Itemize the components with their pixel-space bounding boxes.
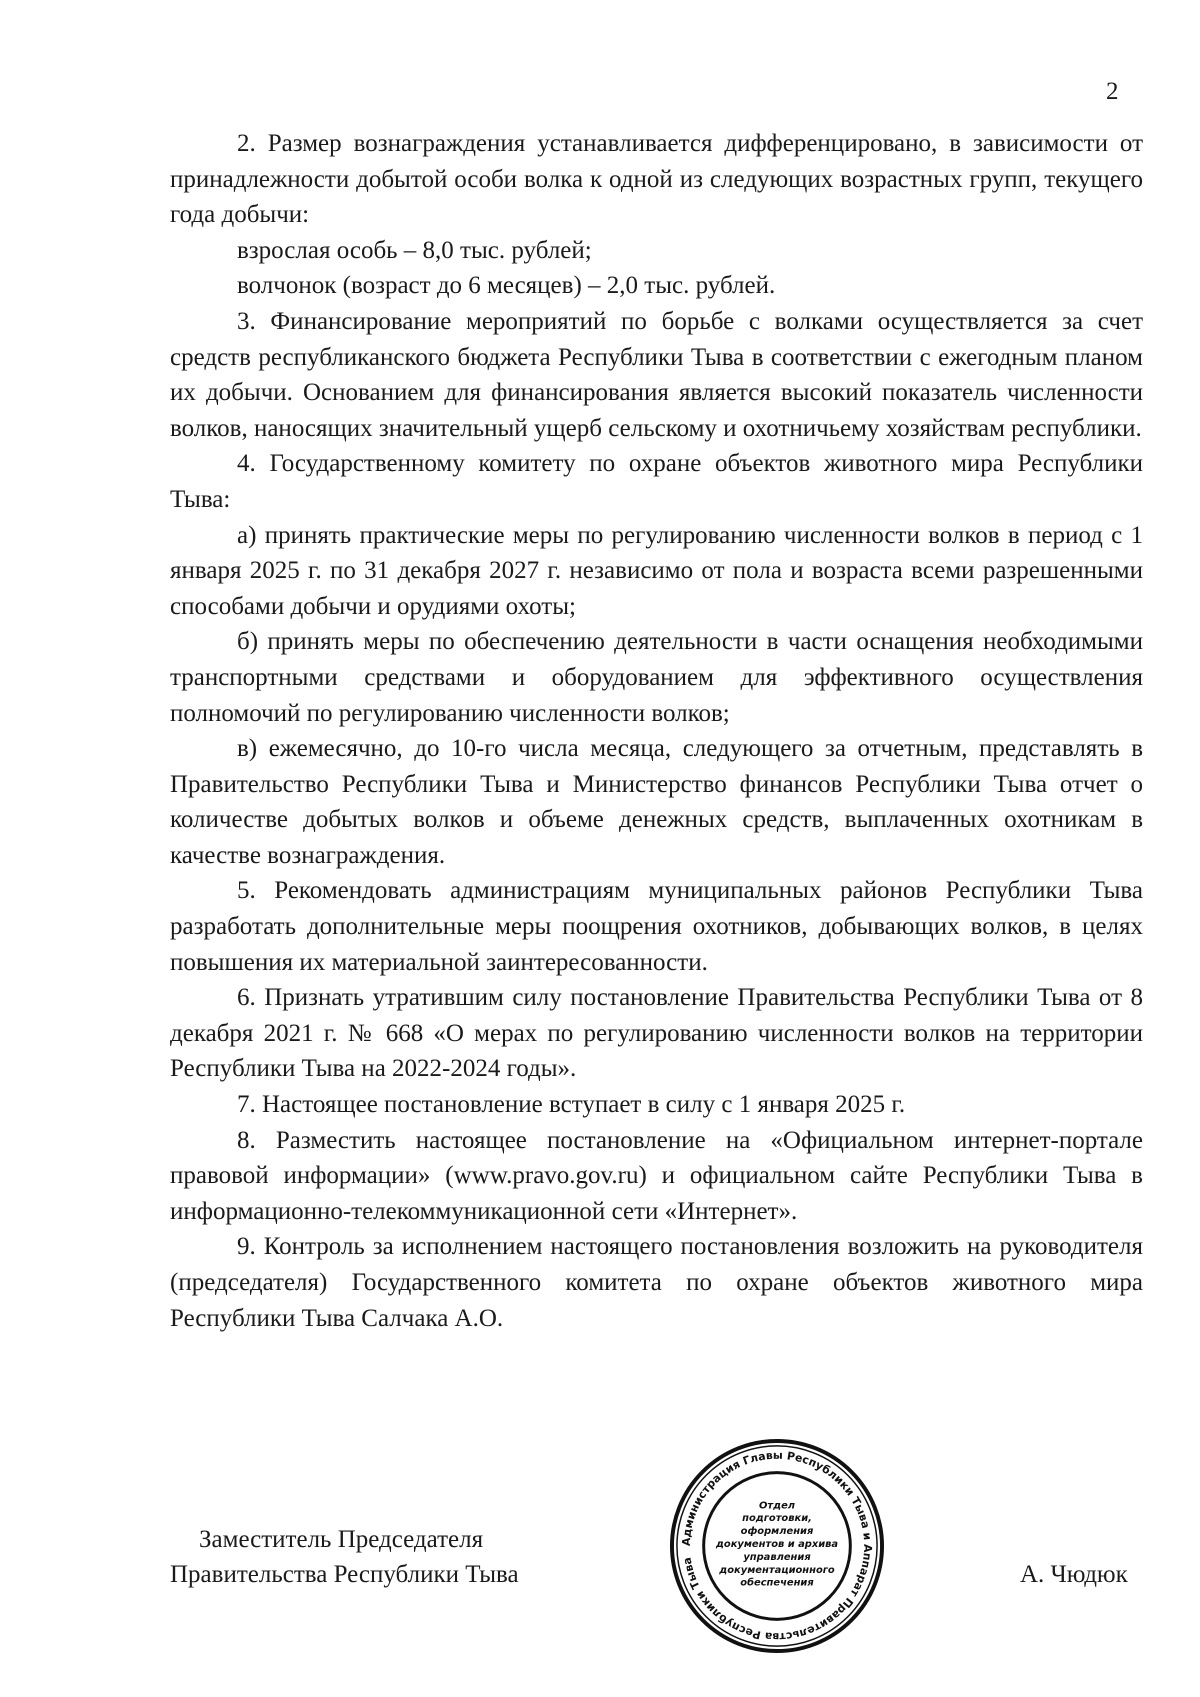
paragraph-item-b: б) принять меры по обеспечению деятельности в части оснащения необходимыми транспортными средствами и оборудованием для эффективного осуществления полномочий по регулированию численности волков;: [170, 628, 1143, 727]
paragraph-cub-rate: волчонок (возраст до 6 месяцев) – 2,0 тыс. рублей.: [237, 272, 776, 300]
paragraph-effective-date: 7. Настоящее постановление вступает в силу с 1 января 2025 г.: [237, 1091, 906, 1119]
paragraph-adult-rate: взрослая особь – 8,0 тыс. рублей;: [237, 236, 592, 264]
paragraph-financing: 3. Финансирование мероприятий по борьбе с волками осуществляется за счет средств республиканского бюджета Республики Тыва в соответствии с ежегодным планом их добычи. Основанием для финансирования является высокий показатель численности волков, наносящих значительный ущерб сельскому и охотничьему хозяйствам республики.: [170, 307, 1143, 442]
signatory-position: [170, 1522, 519, 1592]
signatory-name: А. Чюдюк: [1020, 1561, 1128, 1588]
paragraph-item-a: а) принять практические меры по регулированию численности волков в период с 1 января 2025 г. по 31 декабря 2027 г. независимо от пола и возраста всеми разрешенными способами добычи и орудиями охоты;: [170, 521, 1143, 620]
paragraph-item-v: в) ежемесячно, до 10-го числа месяца, следующего за отчетным, представлять в Правительство Республики Тыва и Министерство финансов Республики Тыва отчет о количестве добытых волков и объеме денежных средств, выплаченных охотникам в качестве вознаграждения.: [170, 735, 1143, 869]
stamp-line-5: управления: [743, 1551, 811, 1563]
stamp-line-2: подготовки,: [742, 1513, 812, 1525]
paragraph-committee: 4. Государственному комитету по охране объектов животного мира Республики Тыва:: [170, 450, 1143, 513]
document-body: [170, 126, 1143, 1336]
stamp-line-1: Отдел: [758, 1500, 796, 1512]
stamp-line-6: документационного: [719, 1564, 835, 1576]
page-number: 2: [1106, 78, 1119, 105]
paragraph-reward-size: 2. Размер вознаграждения устанавливается дифференцировано, в зависимости от принадлежности добытой особи волка к одной из следующих возрастных групп, текущего года добычи:: [170, 130, 1143, 229]
stamp-line-3: оформления: [740, 1526, 814, 1538]
signatory-position-line2: Правительства Республики Тыва: [170, 1561, 519, 1588]
paragraph-recommend: 5. Рекомендовать администрациям муниципальных районов Республики Тыва разработать дополнительные меры поощрения охотников, добывающих волков, в целях повышения их материальной заинтересованности.: [170, 877, 1143, 976]
stamp-line-7: обеспечения: [740, 1577, 814, 1589]
paragraph-control: 9. Контроль за исполнением настоящего постановления возложить на руководителя (председателя) Государственного комитета по охране объектов животного мира Республики Тыва Салчака А.О.: [170, 1233, 1143, 1332]
stamp-line-4: документов и архива: [715, 1538, 839, 1550]
paragraph-repeal: 6. Признать утратившим силу постановление Правительства Республики Тыва от 8 декабря 2021 г. № 668 «О мерах по регулированию численности волков на территории Республики Тыва на 2022-2024 годы».: [170, 984, 1143, 1083]
signatory-position-line1: Заместитель Председателя: [199, 1526, 484, 1553]
official-stamp: [668, 1437, 886, 1655]
stamp-outer-text: Администрация Главы Республики Тыва и Аппарат Правительства Республики Тыва: [679, 1448, 875, 1644]
paragraph-publication: 8. Разместить настоящее постановление на «Официальном интернет-портале правовой информации» (www.pravo.gov.ru) и официальном сайте Республики Тыва в информационно-телекоммуникационной сети «Интернет».: [170, 1126, 1143, 1225]
